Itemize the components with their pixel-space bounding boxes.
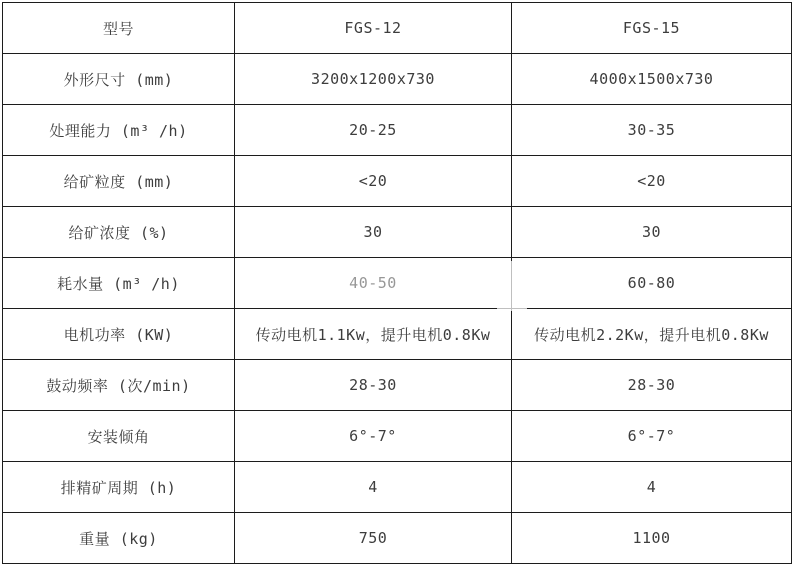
table-row [3,105,792,156]
value-cell-fgs15: 6°-7° [512,411,792,462]
row-label-cell: 电机功率 (KW) [3,309,235,360]
value-cell-fgs15: 60-80 [512,258,792,309]
value-cell-fgs12: FGS-12 [235,3,512,54]
value-cell-fgs15: 4000x1500x730 [512,54,792,105]
table-row [3,309,792,360]
row-label-cell: 给矿浓度 (%) [3,207,235,258]
table-row [3,207,792,258]
table-row [3,3,792,54]
row-label-cell: 处理能力 (m³ /h) [3,105,235,156]
table-row [3,156,792,207]
value-cell-fgs12: 传动电机1.1Kw，提升电机0.8Kw [235,309,512,360]
value-cell-fgs12: 40-50 [235,258,512,309]
table-row [3,360,792,411]
value-cell-fgs12: 28-30 [235,360,512,411]
spec-table [2,2,792,564]
value-cell-fgs15: 28-30 [512,360,792,411]
value-cell-fgs12: <20 [235,156,512,207]
table-row [3,513,792,564]
value-cell-fgs12: 20-25 [235,105,512,156]
value-cell-fgs12: 6°-7° [235,411,512,462]
row-label-cell: 耗水量 (m³ /h) [3,258,235,309]
value-cell-fgs12: 30 [235,207,512,258]
row-label-cell: 排精矿周期 (h) [3,462,235,513]
value-cell-fgs12: 3200x1200x730 [235,54,512,105]
row-label-cell: 型号 [3,3,235,54]
row-label-cell: 安装倾角 [3,411,235,462]
table-row [3,462,792,513]
value-cell-fgs12: 4 [235,462,512,513]
value-cell-fgs15: 1100 [512,513,792,564]
value-cell-fgs15: 30-35 [512,105,792,156]
table-row [3,258,792,309]
value-cell-fgs15: 4 [512,462,792,513]
table-row [3,54,792,105]
value-cell-fgs15: <20 [512,156,792,207]
row-label-cell: 重量 (kg) [3,513,235,564]
value-cell-fgs15: 传动电机2.2Kw，提升电机0.8Kw [512,309,792,360]
row-label-cell: 外形尺寸 (mm) [3,54,235,105]
value-cell-fgs15: FGS-15 [512,3,792,54]
row-label-cell: 鼓动频率 (次/min) [3,360,235,411]
value-cell-fgs15: 30 [512,207,792,258]
table-row [3,411,792,462]
value-cell-fgs12: 750 [235,513,512,564]
row-label-cell: 给矿粒度 (mm) [3,156,235,207]
